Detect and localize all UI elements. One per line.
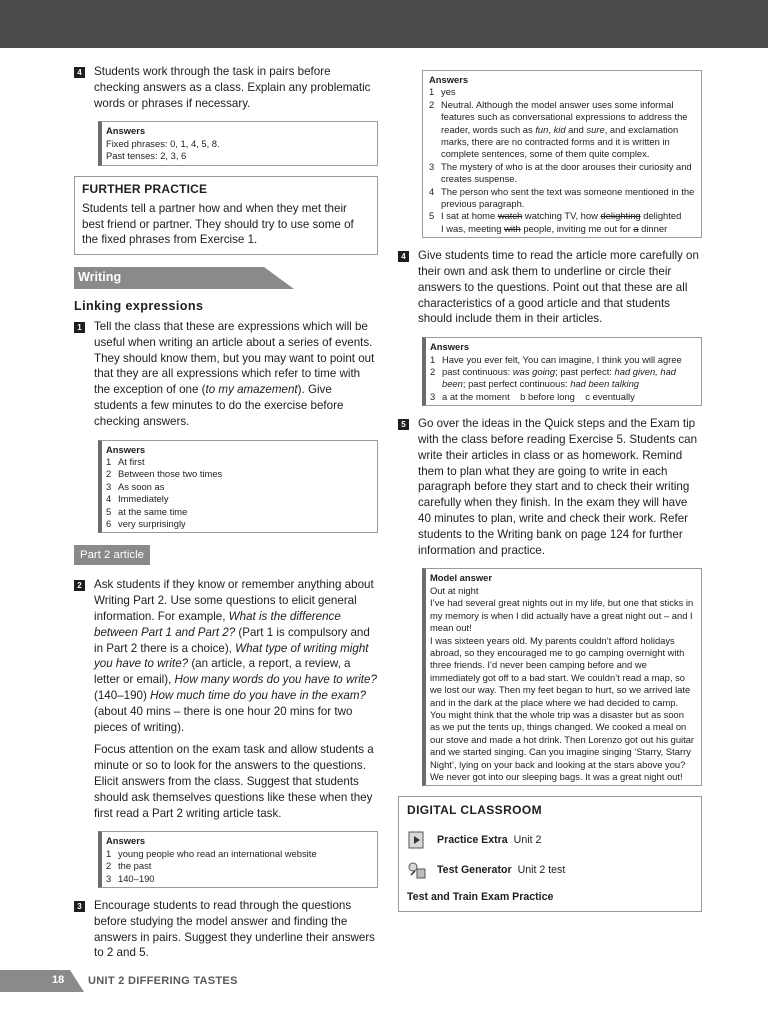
item-number: 2 — [429, 98, 435, 110]
exercise-text: Encourage students to read through the questions before studying the model answer and finding the answers in pairs. Suggest they underline their answers to 2 and 5. — [94, 898, 375, 960]
list-item — [429, 210, 695, 235]
item-text: 140–190 — [118, 872, 155, 884]
exercise-1 — [74, 319, 378, 430]
item-text: The mystery of who is at the door arouses their curiosity and creates suspense. — [441, 160, 692, 185]
list-item — [106, 493, 371, 505]
item-number: 1 — [430, 353, 436, 365]
test-generator-row[interactable] — [407, 855, 693, 885]
model-answer-heading: Out at night — [430, 584, 479, 596]
list-item — [429, 161, 695, 186]
list-item — [106, 506, 371, 518]
page-number-shape — [0, 970, 84, 992]
item-text: at the same time — [118, 505, 188, 517]
text-part: (140–190) — [94, 688, 151, 702]
item-number: 3 — [430, 390, 436, 402]
item-text: yes — [441, 86, 456, 98]
answers-list — [106, 848, 371, 885]
text-emphasis: fun — [535, 123, 549, 135]
item-number: 5 — [106, 505, 112, 517]
unit-title: UNIT 2 DIFFERING TASTES — [88, 975, 238, 987]
item-text: the past — [118, 860, 152, 872]
answers-list — [106, 456, 371, 530]
test-and-train-link[interactable]: Test and Train Exam Practice — [407, 891, 554, 904]
text-part: and — [565, 123, 587, 135]
text-part: , — [548, 123, 554, 135]
test-generator-icon — [407, 860, 427, 880]
list-item — [430, 354, 695, 366]
item-number: 5 — [429, 210, 435, 222]
answers-box — [98, 831, 378, 888]
answers-list — [430, 354, 695, 404]
struck-text: a — [633, 222, 639, 234]
text-part: ; past perfect: — [555, 366, 615, 378]
text-part: I sat at home — [441, 210, 498, 222]
exercise-text — [94, 319, 378, 430]
answers-title: Answers — [430, 341, 470, 353]
exercise-5 — [398, 416, 702, 558]
digital-classroom-title: DIGITAL CLASSROOM — [407, 803, 543, 818]
model-answer-paragraph: I’ve had several great nights out in my life, but one that sticks in my memory is when I did actually have a great night out – and I mean out! — [430, 597, 694, 634]
item-text: very surprisingly — [118, 518, 186, 529]
exercise-3 — [74, 898, 378, 961]
text-emphasis: sure — [586, 123, 605, 135]
answers-title: Answers — [429, 74, 469, 85]
section-heading: Linking expressions — [74, 298, 204, 313]
exercise-text: Go over the ideas in the Quick steps and the Exam tip with the class before reading Exercise 5. Students can write their articles in class or as homework. Remind them to plan what they are going to write in each paragraph before they start and to check their writing carefully when they finish. In the exam they will have 40 minutes to plan, write and check their work. Refer students to the Writing bank on page 124 for further information and practice. — [418, 417, 698, 557]
practice-extra-label[interactable]: Practice Extra — [437, 834, 508, 847]
item-number: 2 — [106, 860, 112, 872]
right-column — [398, 70, 702, 912]
text-part: delighted — [640, 210, 682, 222]
item-text: As soon as — [118, 480, 165, 492]
left-column — [74, 64, 378, 971]
text-part: I was, meeting — [441, 222, 505, 234]
list-item — [106, 456, 371, 468]
text-emphasis: had given, had been — [442, 366, 677, 390]
text-emphasis: was going — [512, 366, 556, 378]
item-number: 4 — [106, 493, 112, 505]
list-item — [106, 518, 371, 530]
page-number: 18 — [52, 974, 65, 986]
text-part: ). Give students a few minutes to do the exercise before checking answers. — [94, 383, 344, 428]
answers-title: Answers — [106, 443, 146, 455]
digital-classroom-box — [398, 796, 702, 912]
exercise-number: 1 — [74, 322, 85, 333]
answers-box — [422, 337, 702, 406]
text-part: watching TV, how — [522, 210, 601, 222]
item-number: 3 — [106, 872, 112, 884]
exercise-4-right — [398, 248, 702, 327]
exercise-text: Students work through the task in pairs before checking answers as a class. Explain any problematic words or phrases if necessary. — [94, 65, 371, 110]
text-part: Ask students if they know or remember anything about Writing Part 2. Use some questions to elicit general information. For example, — [94, 578, 374, 623]
list-item — [430, 391, 695, 403]
text-part: Tell the class that these are expressions which will be useful when writing an article about a series of events. They should know them, but you may want to point out that they are all expressions which refer to time with the exception of one ( — [94, 319, 375, 397]
text-emphasis: to my amazement — [205, 383, 298, 397]
struck-text: delighting — [600, 210, 641, 222]
answers-list — [429, 86, 695, 235]
item-text: Immediately — [118, 493, 169, 505]
exercise-text — [94, 577, 378, 735]
list-item — [106, 481, 371, 493]
item-text: At first — [118, 455, 145, 467]
header-bar — [0, 0, 768, 48]
further-practice-box — [74, 176, 378, 255]
practice-extra-unit: Unit 2 — [513, 834, 542, 847]
model-answer-title: Model answer — [430, 572, 492, 584]
text-emphasis: What is the difference between Part 1 and Part 2? — [94, 610, 341, 639]
list-item — [429, 86, 695, 98]
struck-text: with — [504, 222, 521, 234]
item-number: 4 — [429, 185, 435, 197]
practice-extra-row[interactable] — [407, 825, 693, 855]
item-number: 1 — [429, 86, 435, 98]
exercise-number: 4 — [398, 251, 409, 262]
text-part: Neutral. Although the model answer uses some informal features such as conversational expressions to address the reader, words such as — [441, 98, 688, 135]
part2-article-tag: Part 2 article — [74, 545, 150, 565]
exercise-number: 5 — [398, 419, 409, 430]
list-item — [106, 860, 371, 872]
text-part: (about 40 mins – there is one hour 20 mins for two pieces of writing). — [94, 704, 353, 734]
exercise-number: 3 — [74, 901, 85, 912]
list-item — [106, 468, 371, 480]
answers-box — [98, 121, 378, 165]
practice-extra-icon — [407, 830, 427, 850]
text-emphasis: had been talking — [570, 378, 640, 390]
text-part: people, inviting me out for — [520, 222, 634, 234]
model-answer-paragraph: I was sixteen years old. My parents couldn’t afford holidays abroad, so they encouraged me to go camping overnight with three friends. I’d never been camping before and we immediately got off to a bad start. We couldn’t read a map, so we lost our way. Then my feet began to hurt, so we arrived late and in the dark at the place where we had decided to camp. You might think that the whole trip was a disaster but as soon as we put the tents up, things changed. We cooked a meal on our stove and made a hot drink. Then Lorenzo got out his guitar and we started singing. Can you imagine singing ‘Starry, Starry Night’, lying on your back and looking at the stars above you? We never got into our sleeping bags. It was a great night out! — [430, 634, 695, 782]
exercise-4-left — [74, 64, 378, 111]
answers-box — [98, 440, 378, 534]
answers-box — [422, 70, 702, 238]
exercise-number: 2 — [74, 580, 85, 591]
answers-title: Answers — [106, 835, 146, 847]
list-item — [106, 873, 371, 885]
item-text: a at the moment b before long c eventually — [442, 390, 635, 402]
item-text: Have you ever felt, You can imagine, I think you will agree — [442, 353, 682, 365]
text-emphasis: How many words do you have to write? — [174, 673, 377, 687]
text-part: ; past perfect continuous: — [462, 378, 571, 390]
text-emphasis: How much time do you have in the exam? — [150, 688, 366, 702]
list-item — [429, 99, 695, 161]
text-part: dinner — [638, 222, 668, 234]
item-number: 3 — [429, 160, 435, 172]
exercise-number: 4 — [74, 67, 85, 78]
item-number: 3 — [106, 480, 112, 492]
item-number: 1 — [106, 847, 112, 859]
item-number: 2 — [430, 366, 436, 378]
test-generator-unit: Unit 2 test — [517, 864, 566, 877]
answer-line: Past tenses: 2, 3, 6 — [106, 150, 187, 162]
item-text: The person who sent the text was someone mentioned in the previous paragraph. — [441, 185, 695, 210]
list-item — [106, 848, 371, 860]
struck-text: watch — [497, 210, 523, 222]
exercise-text: Focus attention on the exam task and allow students a minute or so to look for the answers to the questions. Elicit answers from the class. Suggest that students should ask themselves questions like these when they first read a Part 2 writing article task. — [94, 743, 374, 820]
test-generator-label[interactable]: Test Generator — [437, 864, 512, 877]
page-footer — [0, 968, 768, 992]
exercise-2 — [74, 577, 378, 821]
item-number: 6 — [106, 518, 112, 529]
further-practice-title: FURTHER PRACTICE — [82, 181, 208, 196]
writing-banner — [74, 267, 378, 289]
text-part: (an article, a report, a review, a letter or email), — [94, 657, 351, 687]
item-text: Between those two times — [118, 468, 223, 480]
list-item — [429, 186, 695, 211]
exercise-text: Give students time to read the article more carefully on their own and ask them to underline or circle their answers to the questions. Point out that these are all characteristics of a good article and that students should include them in their articles. — [418, 249, 699, 326]
answer-line: Fixed phrases: 0, 1, 4, 5, 8. — [106, 137, 220, 149]
text-part: past continuous: — [442, 366, 513, 378]
answers-title: Answers — [106, 125, 146, 137]
text-part: , and exclamation marks, there are no contracted forms and it is written in complete sentences, some of them quite complex. — [441, 123, 679, 160]
banner-label: Writing — [78, 269, 122, 284]
item-number: 2 — [106, 468, 112, 480]
model-answer-box — [422, 568, 702, 786]
text-emphasis: kid — [553, 123, 566, 135]
text-part: (Part 1 is compulsory and in Part 2 there is a choice), — [94, 625, 370, 655]
text-emphasis: What type of writing might you have to write? — [94, 641, 369, 671]
further-practice-text: Students tell a partner how and when they met their best friend or partner. They should try to use some of the fixed phrases from Exercise 1. — [82, 202, 354, 247]
item-text: young people who read an international website — [118, 847, 317, 859]
list-item — [430, 366, 695, 391]
item-number: 1 — [106, 455, 112, 467]
